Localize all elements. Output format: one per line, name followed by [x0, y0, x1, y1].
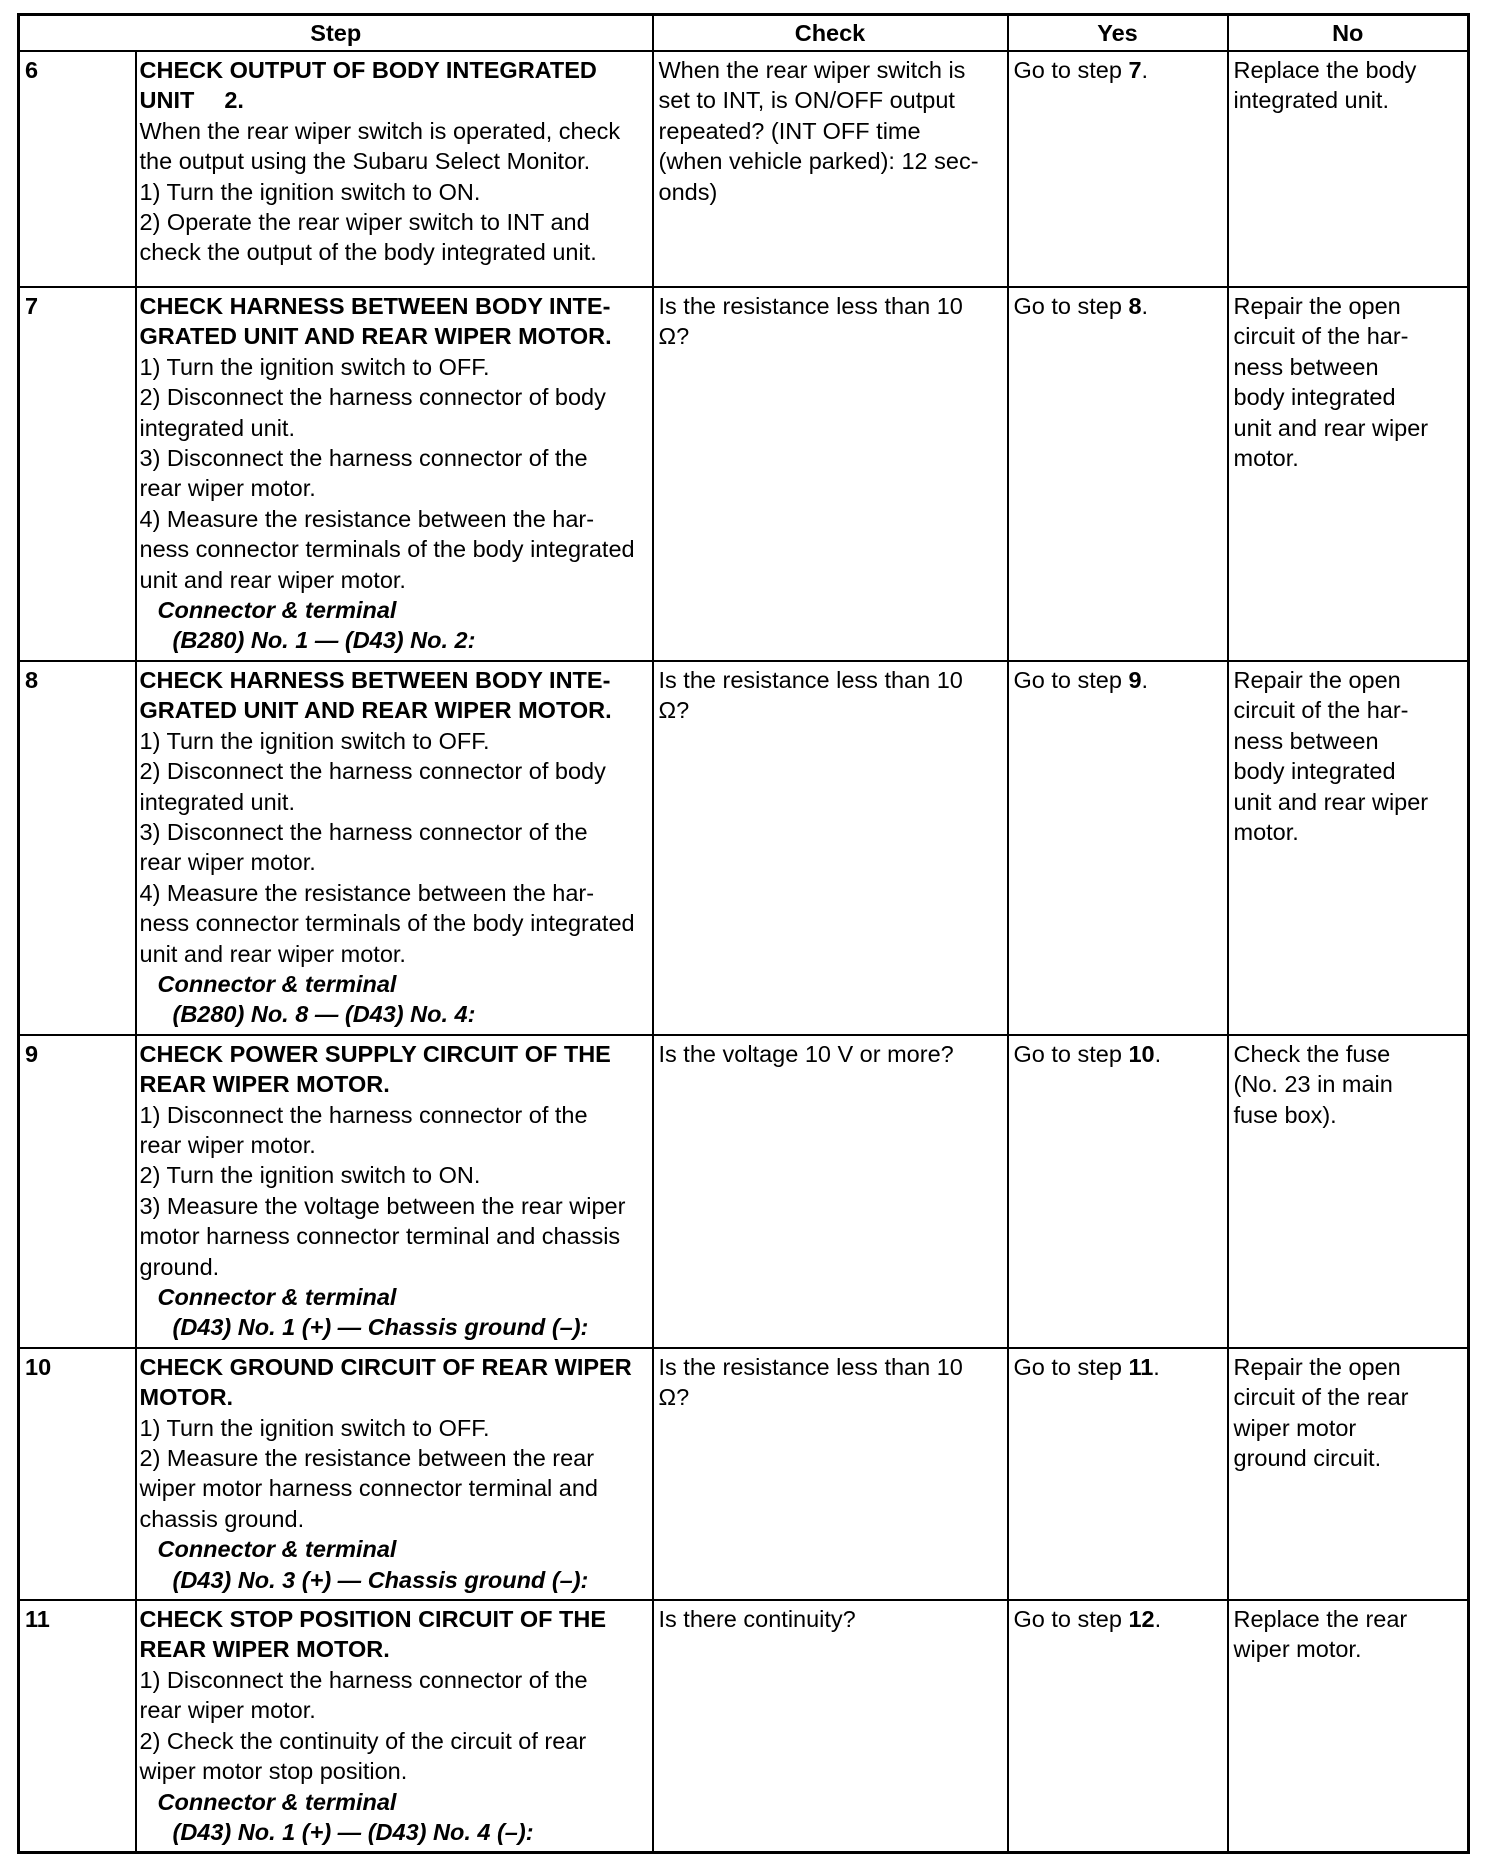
instruction-line: 1) Turn the ignition switch to ON.: [139, 178, 481, 205]
table-row: [19, 1600, 1469, 1853]
no-line: (No. 23 in main: [1233, 1071, 1393, 1098]
step-title: [140, 1352, 644, 1413]
instruction-line: rear wiper motor.: [139, 1697, 316, 1724]
instruction-line: 2) Disconnect the harness connector of body: [139, 384, 606, 411]
yes-suffix: .: [1141, 293, 1149, 319]
yes-prefix: Go to step: [1013, 1040, 1129, 1067]
instruction-line: motor harness connector terminal and chassis: [139, 1223, 621, 1250]
connector-label: Connector & terminal: [157, 970, 397, 997]
instruction-line: 4) Measure the resistance between the har-: [139, 879, 595, 906]
yes-cell: [1008, 1035, 1228, 1348]
instruction-line: 1) Turn the ignition switch to OFF.: [139, 353, 490, 380]
no-line: ness between: [1233, 727, 1379, 754]
no-line: circuit of the har-: [1233, 697, 1409, 724]
check-line: Is the resistance less than 10: [658, 293, 963, 319]
step-title-line: CHECK OUTPUT OF BODY INTEGRATED: [139, 57, 597, 83]
connector-label: Connector & terminal: [157, 1284, 397, 1310]
instruction-line: rear wiper motor.: [139, 475, 316, 502]
step-number: 6: [19, 51, 136, 287]
instruction-line: 2) Operate the rear wiper switch to INT and: [139, 209, 590, 236]
step-number: 10: [19, 1348, 136, 1600]
step-title-line: CHECK GROUND CIRCUIT OF REAR WIPER: [139, 1353, 632, 1380]
step-title-line: GRATED UNIT AND REAR WIPER MOTOR.: [139, 697, 612, 724]
no-line: motor.: [1233, 445, 1299, 472]
step-title-line: UNIT: [139, 87, 195, 114]
table-row: [19, 1348, 1469, 1600]
check-line: Is the resistance less than 10: [658, 1353, 963, 1380]
terminal-spec: (B280) No. 8 — (D43) No. 4:: [172, 1001, 476, 1028]
instruction-line: unit and rear wiper motor.: [139, 566, 406, 593]
step-number: 7: [19, 287, 136, 661]
no-line: wiper motor: [1233, 1414, 1357, 1441]
check-line: Ω?: [658, 697, 690, 724]
instruction-line: the output using the Subaru Select Monitor.: [139, 148, 591, 175]
check-cell: [653, 1035, 1008, 1348]
instruction-line: ness connector terminals of the body integrated: [139, 910, 635, 937]
instruction-line: unit and rear wiper motor.: [139, 940, 406, 967]
no-line: unit and rear wiper: [1233, 788, 1429, 815]
step-title: [140, 55, 644, 116]
yes-cell: [1008, 1348, 1228, 1600]
no-line: body integrated: [1233, 384, 1396, 411]
header-no: No: [1228, 15, 1469, 52]
yes-step-link: 9: [1128, 666, 1142, 693]
instruction-line: rear wiper motor.: [139, 849, 316, 876]
yes-step-link: 11: [1128, 1353, 1154, 1380]
no-line: Replace the body: [1233, 57, 1417, 83]
step-title-line: REAR WIPER MOTOR.: [139, 1071, 390, 1098]
step-title-line: CHECK HARNESS BETWEEN BODY INTE-: [139, 293, 611, 319]
instruction-line: integrated unit.: [139, 788, 295, 815]
step-description: [136, 287, 653, 661]
step-description: [136, 1035, 653, 1348]
step-title-line: CHECK HARNESS BETWEEN BODY INTE-: [139, 666, 611, 693]
instruction-line: 3) Disconnect the harness connector of the: [139, 818, 588, 845]
instruction-line: ness connector terminals of the body integrated: [139, 536, 635, 563]
check-cell: [653, 661, 1008, 1035]
connector-label: Connector & terminal: [157, 597, 397, 624]
check-line: When the rear wiper switch is: [658, 57, 966, 83]
check-line: set to INT, is ON/OFF output: [658, 87, 955, 114]
step-title-line: GRATED UNIT AND REAR WIPER MOTOR.: [139, 323, 612, 350]
check-line: Is the voltage 10 V or more?: [658, 1040, 954, 1067]
step-title-line: CHECK POWER SUPPLY CIRCUIT OF THE: [139, 1040, 611, 1067]
terminal-spec: (D43) No. 3 (+) — Chassis ground (–):: [172, 1566, 589, 1593]
check-line: Is there continuity?: [658, 1606, 856, 1633]
instruction-line: When the rear wiper switch is operated, check: [139, 117, 621, 144]
no-line: Repair the open: [1233, 293, 1401, 319]
no-cell: [1228, 51, 1469, 287]
no-line: ness between: [1233, 353, 1379, 380]
instruction-line: rear wiper motor.: [139, 1131, 316, 1158]
terminal-spec: (D43) No. 1 (+) — (D43) No. 4 (–):: [172, 1818, 534, 1845]
yes-suffix: .: [1153, 1353, 1160, 1380]
yes-prefix: Go to step: [1013, 57, 1129, 83]
step-title: [140, 1604, 644, 1665]
instruction-line: chassis ground.: [139, 1505, 305, 1532]
check-line: Ω?: [658, 323, 690, 350]
yes-prefix: Go to step: [1013, 293, 1129, 319]
no-line: unit and rear wiper: [1233, 414, 1429, 441]
no-cell: [1228, 1600, 1469, 1853]
step-description: [136, 661, 653, 1035]
check-line: repeated? (INT OFF time: [658, 117, 921, 144]
check-cell: [653, 51, 1008, 287]
step-title-line: CHECK STOP POSITION CIRCUIT OF THE: [139, 1606, 607, 1633]
yes-suffix: .: [1154, 1040, 1162, 1067]
yes-step-link: 10: [1128, 1040, 1155, 1067]
instruction-line: 1) Turn the ignition switch to OFF.: [139, 727, 490, 754]
step-description: [136, 51, 653, 287]
yes-prefix: Go to step: [1013, 1353, 1129, 1380]
header-row: [19, 15, 1469, 52]
no-cell: [1228, 661, 1469, 1035]
yes-step-link: 7: [1128, 57, 1142, 83]
instruction-line: 3) Measure the voltage between the rear wiper: [139, 1192, 626, 1219]
no-line: body integrated: [1233, 758, 1396, 785]
yes-cell: [1008, 1600, 1228, 1853]
terminal-spec: (B280) No. 1 — (D43) No. 2:: [172, 627, 476, 654]
step-description: [136, 1348, 653, 1600]
instruction-line: 2) Turn the ignition switch to ON.: [139, 1162, 481, 1189]
no-line: circuit of the har-: [1233, 323, 1409, 350]
check-line: Is the resistance less than 10: [658, 666, 963, 693]
check-line: Ω?: [658, 1384, 690, 1411]
no-line: Repair the open: [1233, 666, 1401, 693]
table-row: [19, 287, 1469, 661]
diagnostic-table: [17, 13, 1470, 1854]
document-page: [17, 13, 1467, 1854]
check-line: onds): [658, 178, 718, 205]
step-title-line: 2.: [224, 87, 244, 114]
no-cell: [1228, 1348, 1469, 1600]
header-check: Check: [653, 15, 1008, 52]
instruction-line: 1) Disconnect the harness connector of the: [139, 1666, 588, 1693]
table-row: [19, 661, 1469, 1035]
instruction-line: 1) Turn the ignition switch to OFF.: [139, 1414, 490, 1441]
check-line: (when vehicle parked): 12 sec-: [658, 148, 979, 175]
yes-cell: [1008, 661, 1228, 1035]
instruction-line: 3) Disconnect the harness connector of the: [139, 445, 588, 472]
instruction-line: 2) Measure the resistance between the rear: [139, 1445, 595, 1472]
table-row: [19, 51, 1469, 287]
step-number: 9: [19, 1035, 136, 1348]
no-line: circuit of the rear: [1233, 1384, 1409, 1411]
instruction-line: ground.: [139, 1253, 220, 1280]
instruction-line: 1) Disconnect the harness connector of the: [139, 1101, 588, 1128]
instruction-line: check the output of the body integrated unit.: [139, 239, 597, 266]
yes-step-link: 8: [1128, 293, 1142, 319]
table-row: [19, 1035, 1469, 1348]
step-title: [140, 291, 644, 352]
no-line: Replace the rear: [1233, 1606, 1408, 1633]
yes-suffix: .: [1154, 1606, 1162, 1633]
instruction-line: 2) Check the continuity of the circuit of rear: [139, 1727, 587, 1754]
header-yes: Yes: [1008, 15, 1228, 52]
no-line: integrated unit.: [1233, 87, 1389, 114]
yes-suffix: .: [1141, 666, 1149, 693]
no-line: Check the fuse: [1233, 1040, 1391, 1067]
no-cell: [1228, 287, 1469, 661]
instruction-line: wiper motor harness connector terminal and: [139, 1475, 598, 1502]
connector-label: Connector & terminal: [157, 1536, 397, 1563]
header-step: Step: [19, 15, 653, 52]
no-line: wiper motor.: [1233, 1636, 1362, 1663]
step-title: [140, 665, 644, 726]
no-line: fuse box).: [1233, 1101, 1337, 1128]
no-line: motor.: [1233, 818, 1299, 845]
instruction-line: integrated unit.: [139, 414, 295, 441]
yes-prefix: Go to step: [1013, 666, 1129, 693]
instruction-line: 2) Disconnect the harness connector of body: [139, 758, 606, 785]
step-title-line: REAR WIPER MOTOR.: [139, 1636, 390, 1663]
yes-prefix: Go to step: [1013, 1606, 1129, 1633]
instruction-line: 4) Measure the resistance between the har-: [139, 505, 595, 532]
step-description: [136, 1600, 653, 1853]
no-line: Repair the open: [1233, 1353, 1401, 1380]
yes-cell: [1008, 287, 1228, 661]
yes-suffix: .: [1141, 57, 1149, 83]
check-cell: [653, 1600, 1008, 1853]
check-cell: [653, 1348, 1008, 1600]
terminal-spec: (D43) No. 1 (+) — Chassis ground (–):: [172, 1314, 589, 1341]
check-cell: [653, 287, 1008, 661]
no-cell: [1228, 1035, 1469, 1348]
no-line: ground circuit.: [1233, 1445, 1382, 1472]
connector-label: Connector & terminal: [157, 1788, 397, 1815]
yes-step-link: 12: [1128, 1606, 1155, 1633]
step-title: [140, 1039, 644, 1100]
instruction-line: wiper motor stop position.: [139, 1758, 408, 1785]
step-number: 8: [19, 661, 136, 1035]
step-number: 11: [19, 1600, 136, 1853]
yes-cell: [1008, 51, 1228, 287]
step-title-line: MOTOR.: [139, 1384, 234, 1411]
